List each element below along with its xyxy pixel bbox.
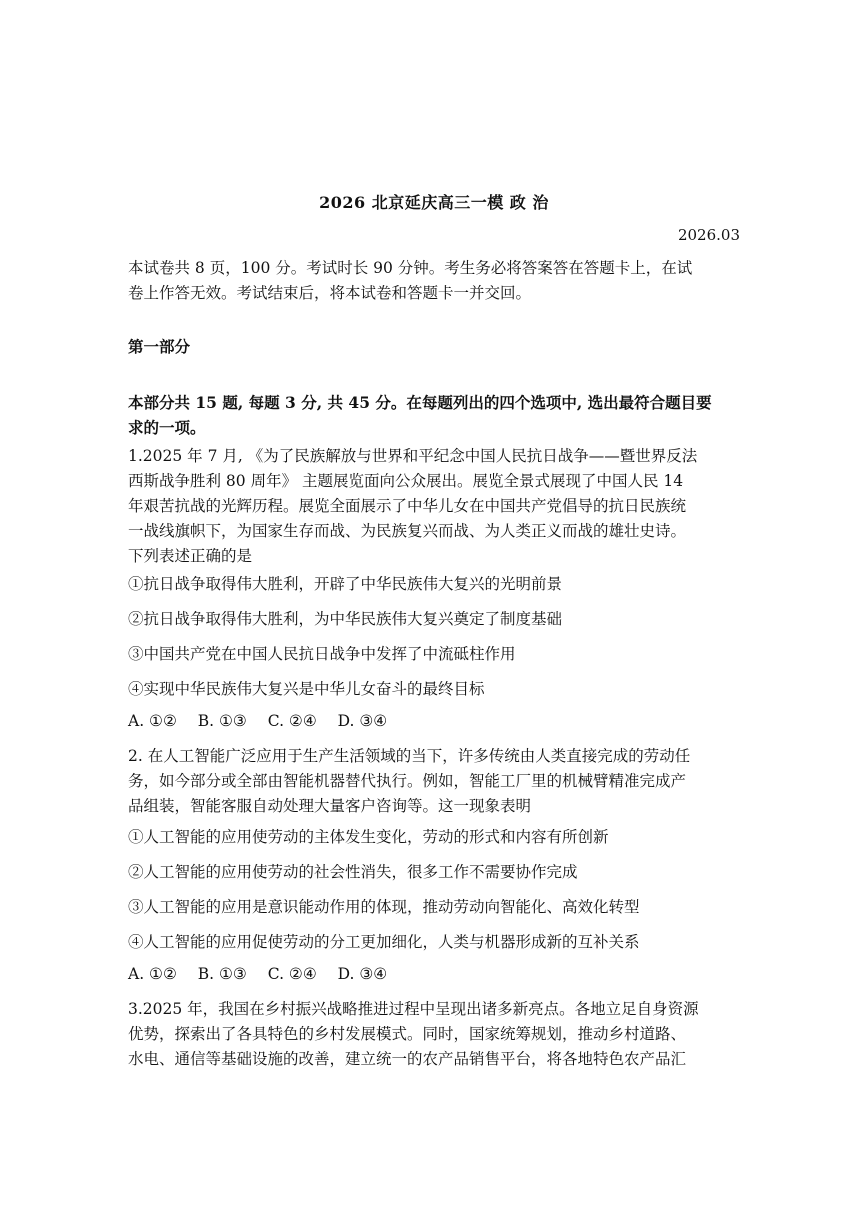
question-2-option: ②人工智能的应用使劳动的社会性消失，很多工作不需要协作完成 [128,863,578,881]
question-1-option: ②抗日战争取得伟大胜利，为中华民族伟大复兴奠定了制度基础 [128,610,563,628]
exam-date: 2026.03 [677,226,740,244]
choice-b: B. ①③ [197,965,247,983]
stem-line: 一战线旗帜下，为国家生存而战、为民族复兴而战、为人类正义而战的雄壮史诗。 [128,522,687,540]
choice-a: A. ①② [128,965,177,983]
question-1-option: ①抗日战争取得伟大胜利，开辟了中华民族伟大复兴的光明前景 [128,575,563,593]
question-1-option: ④实现中华民族伟大复兴是中华儿女奋斗的最终目标 [128,680,485,698]
exam-intro [128,256,742,306]
stem-line: 水电、通信等基础设施的改善，建立统一的农产品销售平台，将各地特色农产品汇 [128,1050,687,1068]
intro-line: 本试卷共 8 页，100 分。考试时长 90 分钟。考生务必将答案答在答题卡上，在试 [128,259,693,277]
stem-line: 3.2025 年，我国在乡村振兴战略推进过程中呈现出诸多新亮点。各地立足自身资源 [128,1000,699,1018]
instructions-line: 求的一项。 [128,418,206,437]
stem-line: 下列表述正确的是 [128,547,253,565]
instructions-line: 本部分共 15 题, 每题 3 分, 共 45 分。在每题列出的四个选项中, 选出最符合题目要 [128,393,712,412]
exam-title: 2026 北京延庆高三一模 政 治 [319,193,549,212]
question-2-choices [128,965,403,983]
stem-line: 2. 在人工智能广泛应用于生产生活领域的当下，许多传统由人类直接完成的劳动任 [128,747,691,765]
choice-d: D. ③④ [337,712,388,730]
choice-d: D. ③④ [337,965,388,983]
choice-c: C. ②④ [267,712,317,730]
part-heading: 第一部分 [128,337,191,356]
question-2-option: ④人工智能的应用促使劳动的分工更加细化，人类与机器形成新的互补关系 [128,933,640,951]
choice-c: C. ②④ [267,965,317,983]
question-2-stem [128,744,742,819]
question-1-option: ③中国共产党在中国人民抗日战争中发挥了中流砥柱作用 [128,645,516,663]
part-instructions [128,390,742,440]
choice-b: B. ①③ [197,712,247,730]
question-2-option: ③人工智能的应用是意识能动作用的体现，推动劳动向智能化、高效化转型 [128,898,640,916]
stem-line: 1.2025 年 7 月, 《为了民族解放与世界和平纪念中国人民抗日战争——暨世界反法 [128,447,698,465]
stem-line: 务，如今部分或全部由智能机器替代执行。例如，智能工厂里的机械臂精准完成产 [128,772,687,790]
question-1-stem [128,444,742,569]
stem-line: 优势，探索出了各具特色的乡村发展模式。同时，国家统筹规划，推动乡村道路、 [128,1025,687,1043]
stem-line: 年艰苦抗战的光辉历程。展览全面展示了中华儿女在中国共产党倡导的抗日民族统 [128,497,687,515]
question-2-option: ①人工智能的应用使劳动的主体发生变化，劳动的形式和内容有所创新 [128,828,609,846]
question-1-choices [128,712,403,730]
intro-line: 卷上作答无效。考试结束后，将本试卷和答题卡一并交回。 [128,284,532,302]
choice-a: A. ①② [128,712,177,730]
question-3-stem [128,997,742,1072]
stem-line: 西斯战争胜利 80 周年》 主题展览面向公众展出。展览全景式展现了中国人民 14 [128,472,684,490]
stem-line: 品组装，智能客服自动处理大量客户咨询等。这一现象表明 [128,797,532,815]
